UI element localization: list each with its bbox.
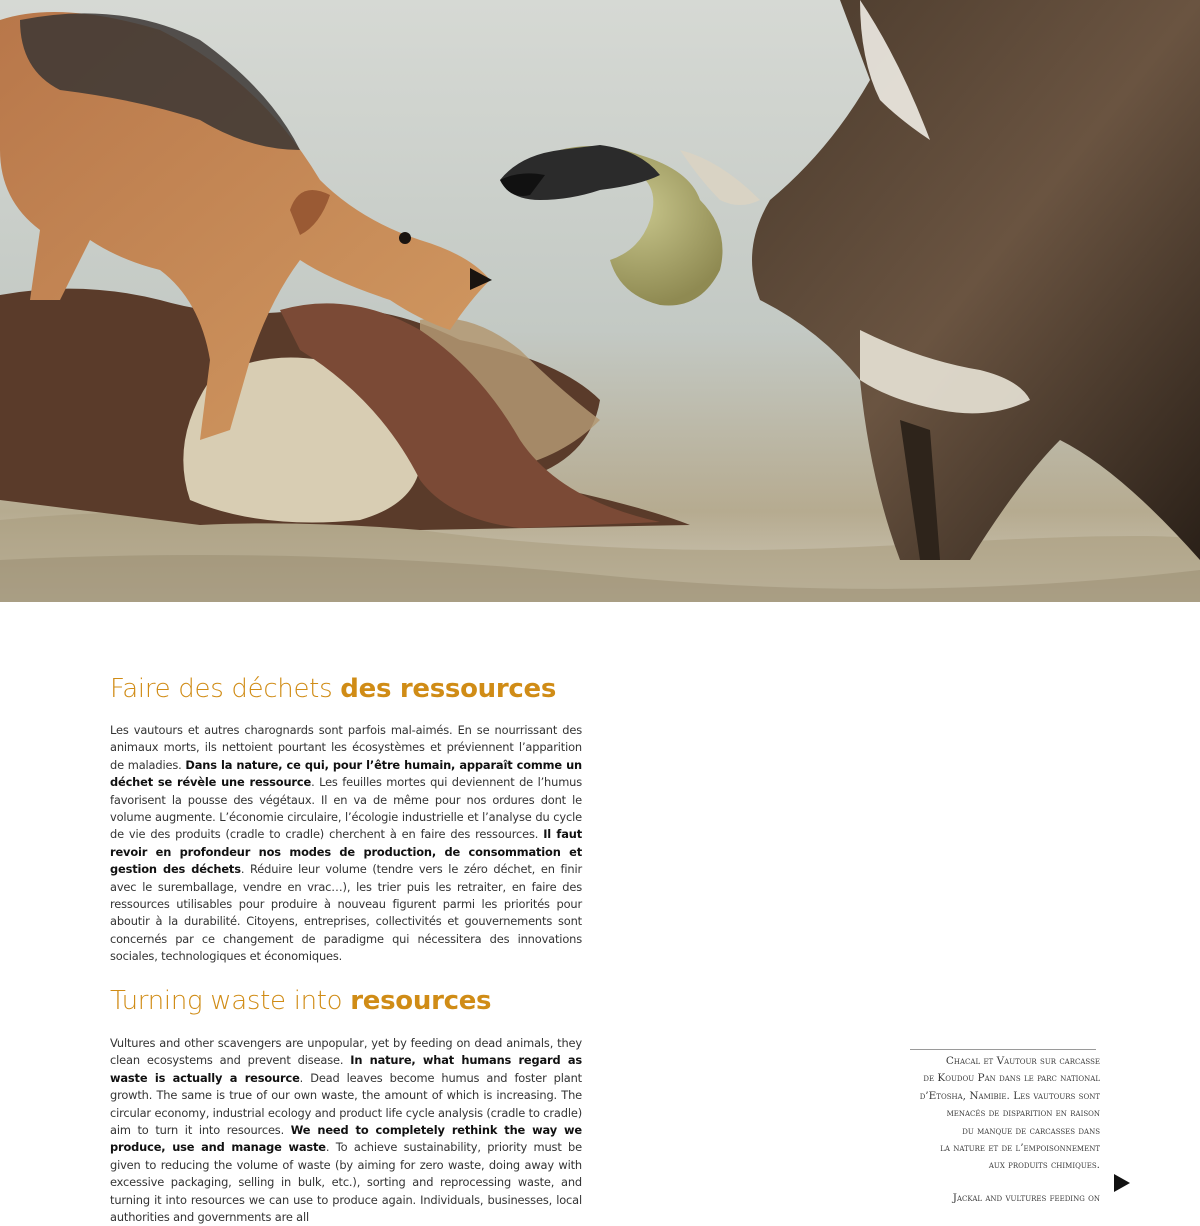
body-text: Vultures and other scavengers are unpopular, yet by feeding on dead animals, they clean ecosystems and prevent disease. [110,1036,582,1068]
paragraph-french [110,722,582,966]
emphasis-text: Il faut revoir en profondeur nos modes de production, de consommation et gestion des déchets [110,827,582,877]
body-text: . Réduire leur volume (tendre vers le zéro déchet, en finir avec le suremballage, vendre en vrac…), les trier puis les retraiter, en faire des ressources utilisables pour produire à nouveau figurent parmi les priorités pour aboutir à la durabilité. Citoyens, entreprises, collectivités et gouvernements sont concernés par ce changement de paradigme qui nécessitera des innovations sociales, technologiques et économiques. [110,862,582,964]
body-text: . Les feuilles mortes qui deviennent de l’humus favorisent la pousse des végétaux. Il en va de même pour nos ordures dont le volume augmente. L’économie circulaire, l’écologie industrielle et l’analyse du cycle de vie des produits (cradle to cradle) cherchent à en faire des ressources. [110,775,582,842]
title-bold: resources [350,986,492,1016]
caption-divider [910,1049,1096,1050]
title-bold: des ressources [340,674,556,704]
paragraph-english [110,1035,582,1226]
title-regular: Turning waste into [110,986,351,1016]
title-regular: Faire des déchets [110,674,341,704]
emphasis-text: We need to completely rethink the way we produce, use and manage waste [110,1123,582,1155]
body-text: . Dead leaves become humus and foster plant growth. The same is true of our own waste, the amount of which is increasing. The circular economy, industrial ecology and product life cycle analysis (cradle to cradle) aim to turn it into resources. [110,1070,582,1138]
photo-caption-english: Jackal and vultures feeding on [952,1192,1100,1204]
section-title-english [110,986,491,1016]
body-text: Les vautours et autres charognards sont parfois mal-aimés. En se nourrissant des animaux morts, ils nettoient pourtant les écosystèmes et préviennent l’apparition de maladies. [110,723,582,772]
photo-caption-french: Chacal et Vautour sur carcasse de Koudou Pan dans le parc national d’Etosha, Namibie. Les vautours sont menacés de disparition en raison du manque de carcasses dans la nature et de l’empoisonnement aux produits chimiques. [919,1055,1100,1172]
emphasis-text: In nature, what humans regard as waste is actually a resource [110,1053,582,1085]
jackal-vulture-photo [0,0,1200,602]
emphasis-text: Dans la nature, ce qui, pour l’être humain, apparaît comme un déchet se révèle une ressource [110,757,583,790]
section-title-french [110,674,556,704]
body-text: . To achieve sustainability, priority must be given to reducing the volume of waste (by aiming for zero waste, doing away with excessive packaging, selling in bulk, etc.), sorting and reprocessing waste, and turning it into resources we can use to produce again. Individuals, businesses, local authorities and governments are all [110,1140,582,1225]
triangle-right-icon[interactable] [1114,1174,1130,1192]
hero-photo [0,0,1200,602]
